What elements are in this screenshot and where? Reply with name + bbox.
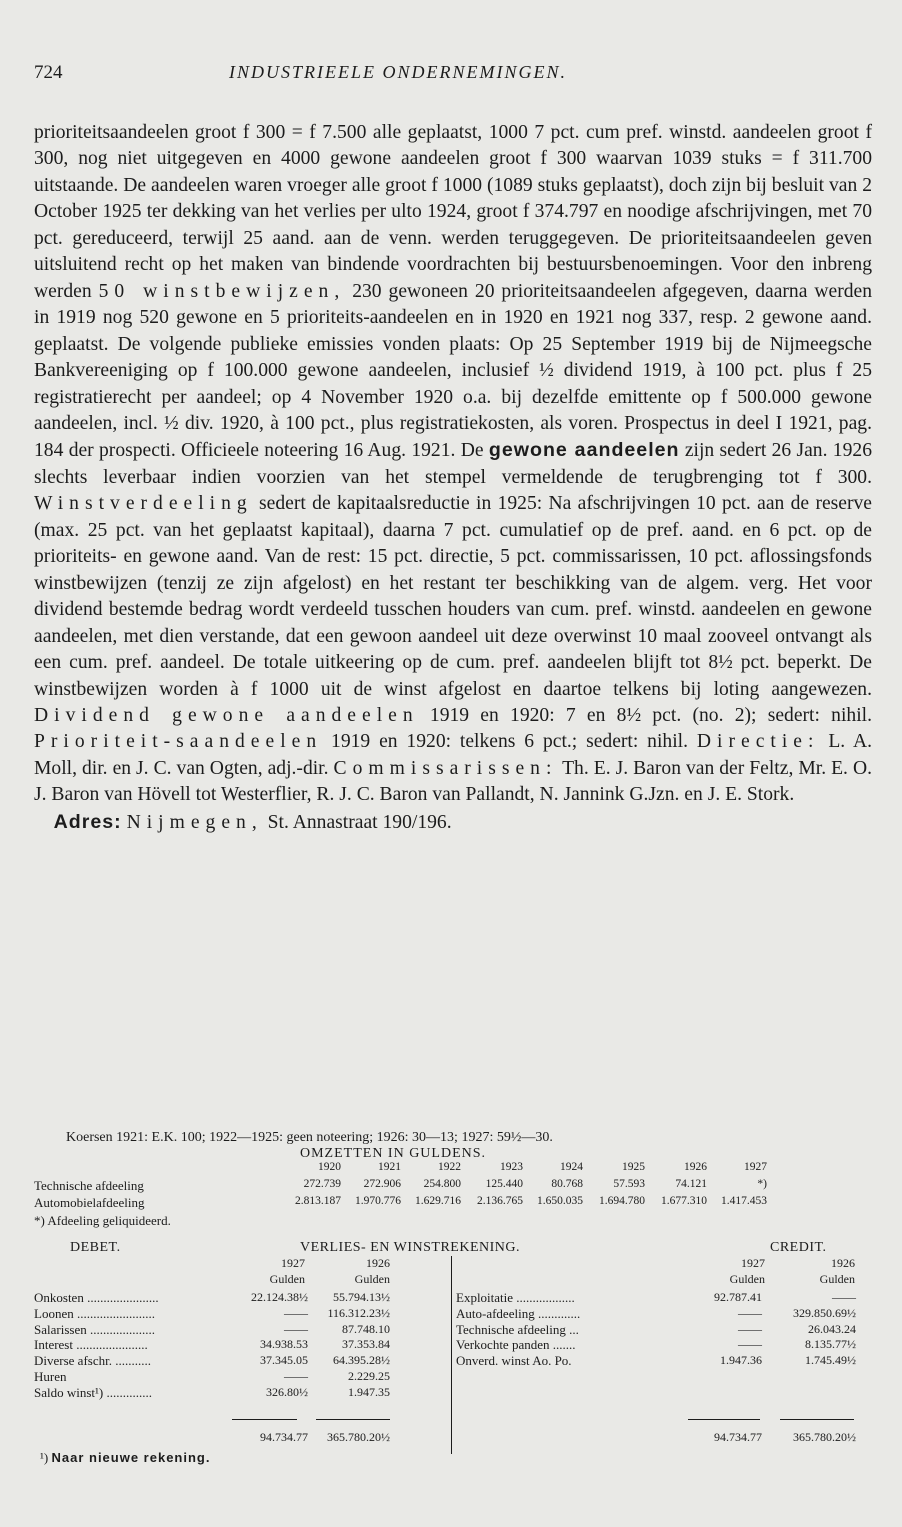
omzetten-row-label: Automobielafdeeling	[34, 1195, 145, 1210]
credit-row-value: 329.850.69½	[793, 1305, 856, 1320]
credit-row-label: Exploitatie ..................	[456, 1290, 575, 1305]
page-number: 724	[34, 62, 63, 83]
omzetten-cell: 74.121	[675, 1178, 707, 1190]
credit-row-value: 1.745.49½	[805, 1353, 856, 1368]
credit-row-label: Verkochte panden .......	[456, 1337, 576, 1353]
debet-row-value: ——	[284, 1369, 308, 1383]
omzetten-cell: 1.677.310	[661, 1195, 707, 1207]
debet-row-value: 64.395.28½	[333, 1353, 390, 1368]
debet-row-label: Onkosten ......................	[34, 1290, 159, 1305]
text-winstverdeeling: Winstverdeeling	[34, 493, 253, 515]
omzetten-cell: 1.694.780	[599, 1195, 645, 1207]
label-prioriteitsaandeelen: Prioriteit-saandeelen	[34, 731, 323, 753]
omzetten-cell: 254.800	[423, 1178, 461, 1190]
total-rule	[688, 1419, 760, 1420]
debet-heading: DEBET.	[70, 1240, 121, 1255]
debet-row-value: 116.312.23½	[327, 1305, 390, 1320]
omzetten-title: OMZETTEN IN GULDENS.	[300, 1146, 487, 1161]
debet-row-label: Saldo winst¹) ..............	[34, 1384, 153, 1400]
omzetten-row-label: Technische afdeeling	[34, 1178, 144, 1193]
omzetten-year: 1924	[560, 1161, 583, 1173]
debet-row-value: 37.345.05	[260, 1353, 308, 1368]
text-capital-structure: prioriteitsaandeelen groot f 300 = f 7.500 alle geplaatst, 1000 7 pct. cum pref. winstd. aandeelen groot f 300, nog niet uitgegeven en 4000 gewone aandeelen groot f 300 waarvan 1039 stuks = f 311.700 uitstaande. De aandeelen waren vroeger alle groot f 1000 (1089 stuks geplaatst), doch zijn bij besluit van 2 October 1925 ter dekking van het verlies per ulto 1924, groot f 374.797 en noodige afschrijvingen, met 70 pct. gereduceerd, terwijl 25 aand. aan de venn. werden teruggegeven. De prioriteitsaandeelen geven uitsluitend recht op het maken van bindende voordrachten bij bestuursbenoemingen. Voor den inbreng werden	[34, 122, 872, 302]
debet-row-label: Salarissen ....................	[34, 1321, 155, 1337]
omzetten-cell: 272.739	[303, 1178, 341, 1190]
omzetten-cell: 1.970.776	[355, 1195, 401, 1207]
omzetten-cell: 2.813.187	[295, 1195, 341, 1207]
omzetten-cell: 57.593	[613, 1178, 645, 1190]
finance-right-unit: Gulden	[729, 1272, 765, 1286]
omzetten-year: 1922	[438, 1161, 461, 1173]
debet-row-value: 22.124.38½	[251, 1290, 308, 1304]
running-title: INDUSTRIEELE ONDERNEMINGEN.	[229, 62, 567, 82]
omzetten-cell: *)	[757, 1178, 767, 1190]
debet-row-value: 1.947.35	[348, 1384, 390, 1399]
total-rule	[316, 1419, 390, 1420]
paragraph-main	[34, 120, 872, 809]
debet-row-value: 326.80½	[266, 1384, 308, 1399]
debet-row-value: 2.229.25	[348, 1369, 390, 1383]
debet-row-value: 37.353.84	[342, 1337, 390, 1352]
text-winstbewijzen: 50 winstbewijzen,	[98, 280, 346, 302]
credit-heading: CREDIT.	[770, 1240, 827, 1255]
omzetten-cell: 1.417.453	[721, 1195, 767, 1207]
omzetten-cell: 125.440	[485, 1178, 523, 1190]
omzetten-year: 1921	[378, 1161, 401, 1173]
text-prioriteitsaandeelen: 1919 en 1920: telkens 6 pct.; sedert: nihil.	[331, 731, 689, 753]
footnote-mark: ¹)	[40, 1450, 49, 1465]
text-directie: L. A. Moll, dir. en J. C. van Ogten, adj.-dir.	[34, 731, 873, 779]
text-gewone-aandeelen: gewone aandeelen	[488, 439, 680, 462]
finance-left-year: 1926	[366, 1256, 390, 1270]
debet-total: 365.780.20½	[327, 1430, 390, 1444]
debet-row-label: Huren	[34, 1369, 67, 1384]
total-rule	[232, 1419, 297, 1420]
text-profit-distribution: sedert de kapitaalsreductie in 1925: Na afschrijvingen 10 pct. aan de reserve (max. 25 pct. van het geplaatst kapitaal), daarna 7 pct. cumulatief op de pref. aand. en 6 pct. op de prioriteits- en gewone aand. Van de rest: 15 pct. directie, 5 pct. commissarissen, 10 pct. aflossingsfonds winstbewijzen (tenzij ze zijn afgelost) en het restant ter beschikking van de algem. verg. Het voor dividend bestemde bedrag wordt verdeeld tusschen houders van cum. pref. winstd. aandeelen en gewone aandeelen, met dien verstande, dat een gewoon aandeel uit deze overwinst 10 maal zooveel ontvangt als een cum. pref. aandeel. De totale uitkeering op de cum. pref. aandeelen blijft tot 8½ pct. beperkt. De winstbewijzen worden à f 1000 uit de winst afgelost en daartoe telkens bij loting aangewezen.	[34, 493, 873, 700]
text-issues: 230 gewoneen 20 prioriteitsaandeelen afgegeven, daarna werden in 1919 nog 520 gewone en 5 prioriteits-aandeelen en in 1920 en 1921 nog 337, resp. 2 gewone aand. geplaatst. De volgende publieke emissies vonden plaats: Op 25 September 1919 bij de Nijmeegsche Bankvereeniging op f 100.000 gewone aandeelen, inclusief ½ dividend 1919, à 100 pct. plus f 25 registratierecht per aandeel; op 4 November 1920 o.a. bij dezelfde emittente op f 500.000 gewone aandeelen, incl. ½ div. 1920, à 100 pct., plus registratiekosten, als voren. Prospectus in deel I 1921, pag. 184 der prospecti. Officieele noteering 16 Aug. 1921. De	[34, 280, 873, 462]
omzetten-year: 1920	[318, 1161, 341, 1173]
debet-row-value: 87.748.10	[342, 1321, 390, 1336]
omzetten-cell: 1.629.716	[415, 1195, 461, 1207]
credit-row-value: ——	[832, 1290, 856, 1304]
footnote-text: Naar nieuwe rekening.	[51, 1450, 211, 1465]
credit-row-value: ——	[738, 1321, 762, 1336]
omzetten-note: *) Afdeeling geliquideerd.	[34, 1213, 171, 1228]
credit-row-value: ——	[738, 1305, 762, 1320]
debet-row-value: ——	[284, 1321, 308, 1336]
credit-row-label: Onverd. winst Ao. Po.	[456, 1353, 572, 1369]
text-commissarissen: Th. E. J. Baron van der Feltz, Mr. E. O. J. Baron van Hövell tot Westerflier, R. J. C. Baron van Pallandt, N. Jannink G.Jzn. en J. E. Stork.	[34, 757, 872, 806]
finance-right-unit: Gulden	[819, 1272, 855, 1286]
text-adres-city: Nijmegen,	[126, 811, 263, 833]
omzetten-cell: 80.768	[551, 1178, 583, 1190]
finance-title: VERLIES- EN WINSTREKENING.	[300, 1240, 520, 1255]
text-adres: St. Annastraat 190/196.	[267, 811, 452, 833]
credit-row-value: 26.043.24	[808, 1321, 856, 1336]
text-dividend: 1919 en 1920: 7 en 8½ pct. (no. 2); sedert: nihil.	[429, 704, 872, 726]
label-commissarissen: Commissarissen:	[333, 757, 558, 779]
omzetten-year: 1926	[684, 1161, 707, 1173]
finance-divider	[451, 1256, 452, 1454]
debet-row-label: Loonen ........................	[34, 1305, 155, 1321]
text-stamp: zijn sedert 26 Jan. 1926 slechts leverbaar indien voorzien van het stempel vermeldende de terugbrenging tot f 300.	[34, 440, 872, 488]
label-dividend: Dividend gewone aandeelen	[34, 704, 419, 726]
debet-row-value: 55.794.13½	[333, 1290, 390, 1304]
credit-total: 94.734.77	[714, 1430, 762, 1444]
debet-row-label: Diverse afschr. ...........	[34, 1353, 151, 1369]
omzetten-cell: 1.650.035	[537, 1195, 583, 1207]
credit-row-label: Auto-afdeeling .............	[456, 1305, 581, 1321]
omzetten-cell: 2.136.765	[477, 1195, 523, 1207]
omzetten-year: 1925	[622, 1161, 645, 1173]
omzetten-year: 1923	[500, 1161, 523, 1173]
credit-row-value: ——	[738, 1337, 762, 1352]
paragraph-address	[34, 809, 872, 836]
koersen-line: Koersen 1921: E.K. 100; 1922—1925: geen noteering; 1926: 30—13; 1927: 59½—30.	[66, 1130, 553, 1145]
credit-row-value: 8.135.77½	[805, 1337, 856, 1352]
omzetten-cell: 272.906	[363, 1178, 401, 1190]
debet-row-value: 34.938.53	[260, 1337, 308, 1352]
credit-row-label: Technische afdeeling ...	[456, 1321, 579, 1337]
main-text	[34, 120, 872, 836]
footnote	[40, 1450, 210, 1466]
omzetten-year: 1927	[744, 1161, 767, 1173]
credit-total: 365.780.20½	[793, 1430, 856, 1444]
label-directie: Directie:	[696, 731, 820, 753]
finance-right-year: 1926	[831, 1256, 855, 1270]
debet-row-value: ——	[284, 1305, 308, 1320]
total-rule	[780, 1419, 854, 1420]
finance-left-year: 1927	[281, 1256, 305, 1270]
debet-row-label: Interest ......................	[34, 1337, 148, 1353]
debet-total: 94.734.77	[260, 1430, 308, 1444]
finance-left-unit: Gulden	[269, 1272, 305, 1286]
page-header	[34, 62, 874, 92]
label-adres: Adres:	[53, 810, 122, 833]
credit-row-value: 92.787.41	[714, 1290, 762, 1304]
finance-right-year: 1927	[741, 1256, 765, 1270]
credit-row-value: 1.947.36	[720, 1353, 762, 1368]
finance-left-unit: Gulden	[354, 1272, 390, 1286]
